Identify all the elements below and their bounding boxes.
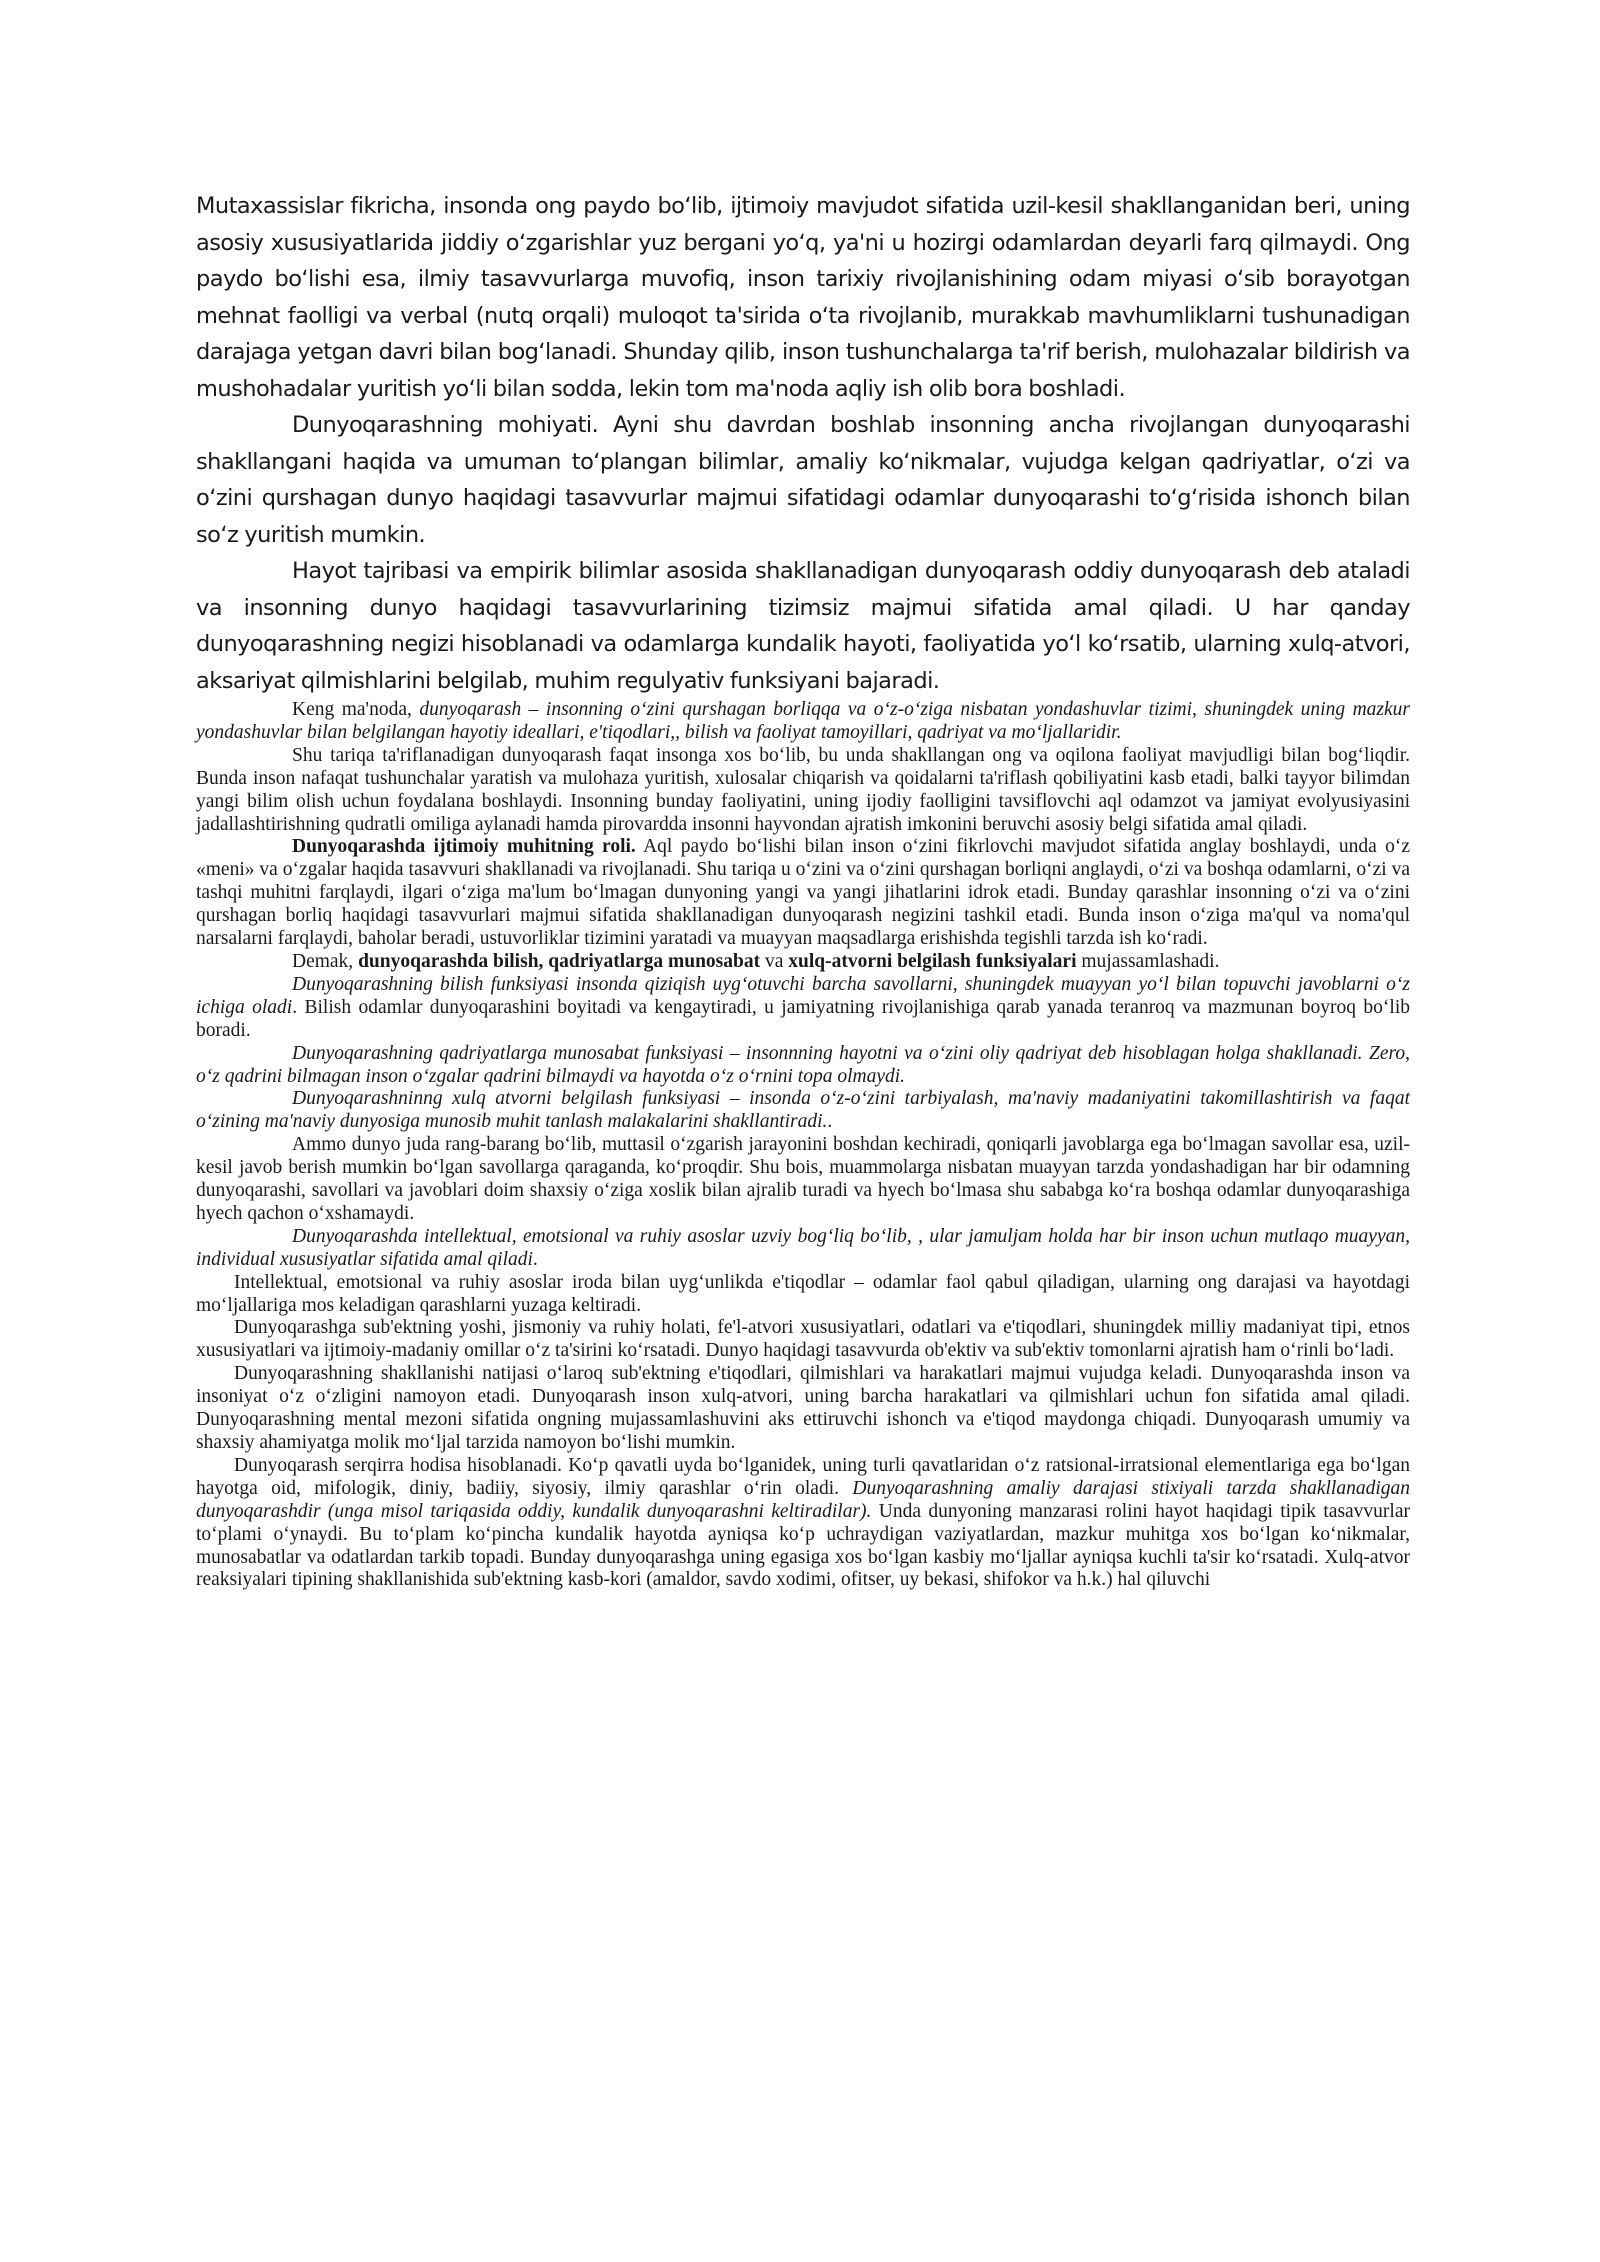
- paragraph-2-text: Dunyoqarashning mohiyati. Ayni shu davrdan boshlab insonning ancha rivojlangan dunyoqarashi shakllangani haqida va umuman toʻplangan bilimlar, amaliy koʻnikmalar, vujudga kelgan qadriyatlar, oʻzi va oʻzini qurshagan dunyo haqidagi tasavvurlar majmui sifatidagi odamlar dunyoqarashi toʻgʻrisida ishonch bilan soʻz yuritish mumkin.: [196, 412, 1410, 548]
- paragraph-13: [196, 1272, 1410, 1318]
- paragraph-14: [196, 1317, 1410, 1363]
- paragraph-16-italic: Dunyoqarashning amaliy darajasi stixiyali tarzda shakllanadigan dunyoqarashdir (unga misol tariqasida oddiy, kundalik dunyoqarashni keltiradilar).: [196, 1477, 1410, 1522]
- paragraph-2: [196, 407, 1410, 553]
- paragraph-7-bold-2: xulq-atvorni belgilash funksiyalari: [788, 950, 1077, 972]
- paragraph-9-italic: Dunyoqarashning qadriyatlarga munosabat funksiyasi – insonnning hayotni va oʻzini oliy qadriyat deb hisoblagan holga shakllanadi. Zero, oʻz qadrini bilmagan inson oʻzgalar qadrini bilmaydi va hayotda oʻz oʻrnini topa olmaydi.: [196, 1042, 1410, 1087]
- paragraph-12-italic: Dunyoqarashda intellektual, emotsional va ruhiy asoslar uzviy bogʻliq boʻlib, , ular jamuljam holda har bir inson uchun mutlaqo muayyan, individual xususiyatlar sifatida amal qiladi: [196, 1225, 1410, 1270]
- document-page: [196, 188, 1410, 1592]
- paragraph-3-text: Hayot tajribasi va empirik bilimlar asosida shakllanadigan dunyoqarash oddiy dunyoqarash deb ataladi va insonning dunyo haqidagi tasavvurlarining tizimsiz majmui sifatida amal qiladi. U har qanday dunyoqarashning negizi hisoblanadi va odamlarga kundalik hayoti, faoliyatida yoʻl koʻrsatib, ularning xulq-atvori, aksariyat qilmishlarini belgilab, muhim regulyativ funksiyani bajaradi.: [196, 558, 1410, 694]
- paragraph-13-text: Intellektual, emotsional va ruhiy asoslar iroda bilan uygʻunlikda e'tiqodlar – odamlar faol qabul qiladigan, ularning ong darajasi va hayotdagi moʻljallariga mos keladigan qarashlarni yuzaga keltiradi.: [196, 1271, 1410, 1316]
- paragraph-14-text: Dunyoqarashga sub'ektning yoshi, jismoniy va ruhiy holati, fe'l-atvori xususiyatlari, odatlari va e'tiqodlari, shuningdek milliy madaniyat tipi, etnos xususiyatlari va ijtimoiy-madaniy omillar oʻz ta'sirini koʻrsatadi. Dunyo haqidagi tasavvurda ob'ektiv va sub'ektiv tomonlarni ajratish ham oʻrinli boʻladi.: [196, 1317, 1410, 1362]
- paragraph-4-lead: Keng ma'noda,: [292, 699, 420, 720]
- paragraph-15-text: Dunyoqarashning shakllanishi natijasi oʻlaroq sub'ektning e'tiqodlari, qilmishlari va harakatlari majmui vujudga keladi. Dunyoqarashda inson va insoniyat oʻz oʻzligini namoyon etadi. Dunyoqarash inson xulq-atvori, uning barcha harakatlari va qilmishlari uchun fon sifatida amal qiladi. Dunyoqarashning mental mezoni sifatida ongning mujassamlashuvini aks ettiruvchi ishonch va e'tiqod maydonga chiqadi. Dunyoqarash umumiy va shaxsiy ahamiyatga molik moʻljal tarzida namoyon boʻlishi mumkin.: [196, 1363, 1410, 1453]
- paragraph-8-text: . Bilish odamlar dunyoqarashini boyitadi va kengaytiradi, u jamiyatning rivojlanishiga qarab yanada teranroq va mazmunan boyroq boʻlib boradi.: [196, 996, 1410, 1041]
- paragraph-10-italic: Dunyoqarashninng xulq atvorni belgilash funksiyasi – insonda oʻz-oʻzini tarbiyalash, ma'naviy madaniyatini takomillashtirish va faqat oʻzining ma'naviy dunyosiga munosib muhit tanlash malakalarini shakllantiradi.: [196, 1088, 1410, 1133]
- paragraph-12: [196, 1226, 1410, 1272]
- paragraph-6: [196, 836, 1410, 951]
- paragraph-5-text: Shu tariqa ta'riflanadigan dunyoqarash faqat insonga xos boʻlib, bu unda shakllangan ong va oqilona faoliyat mavjudligi bilan bogʻliqdir. Bunda inson nafaqat tushunchalar yaratish va mulohaza yuritish, xulosalar chiqarish va qoidalarni ta'riflash qobiliyatini kasb etadi, balki tayyor bilimdan yangi bilim olish uchun foydalana boshlaydi. Insonning bunday faoliyatini, uning ijodiy faolligini tavsiflovchi aql odamzot va jamiyat evolyusiyasini jadallashtirishning qudratli omiliga aylanadi hamda pirovardda insonni hayvondan ajratish imkonini beruvchi asosiy belgi sifatida amal qiladi.: [196, 744, 1410, 835]
- paragraph-6-heading: Dunyoqarashda ijtimoiy muhitning roli.: [292, 836, 636, 858]
- paragraph-4: [196, 699, 1410, 745]
- paragraph-7-e: mujassamlashadi.: [1076, 950, 1220, 972]
- paragraph-16-a: Dunyoqarash serqirra hodisa hisoblanadi. Koʻp qavatli uyda boʻlganidek, uning turli qavatlaridan oʻz ratsional-irratsional elementlariga ega boʻlgan hayotga oid, mifologik, diniy, badiiy, siyosiy, ilmiy qarashlar oʻrin oladi.: [196, 1454, 1410, 1499]
- paragraph-16-b: Unda dunyoning manzarasi rolini hayot haqidagi tipik tasavvurlar toʻplami oʻynaydi. Bu toʻplam koʻpincha kundalik hayotda ayniqsa koʻp uchraydigan vaziyatlardan, mazkur muhitga xos boʻlgan koʻnikmalar, munosabatlar va odatlardan tarkib topadi. Bunday dunyoqarashga uning egasiga xos boʻlgan kasbiy moʻljallar ayniqsa kuchli ta'sir koʻrsatadi. Xulq-atvor reaksiyalari tipining shakllanishida sub'ektning kasb-kori (amaldor, savdo xodimi, ofitser, uy bekasi, shifokor va h.k.) hal qiluvchi: [196, 1500, 1410, 1591]
- paragraph-6-text: Aql paydo boʻlishi bilan inson oʻzini fikrlovchi mavjudot sifatida anglay boshlaydi, unda oʻz «meni» va oʻzgalar haqida tasavvuri shakllanadi va rivojlanadi. Shu tariqa u oʻzini va oʻzini qurshagan borliqni anglaydi, oʻzi va boshqa odamlarni, oʻzi va tashqi muhitni farqlaydi, ilgari oʻziga ma'lum boʻlmagan dunyoning yangi va yangi jihatlarini idrok etadi. Bunday qarashlar insonning oʻzi va oʻzini qurshagan borliq haqidagi tasavvurlari majmui sifatida shakllanadigan dunyoqarash negizini tashkil etadi. Bunda inson oʻziga ma'qul va noma'qul narsalarni farqlaydi, baholar beradi, ustuvorliklar tizimini yaratadi va muayyan maqsadlarga erishishda tegishli tarzda ish koʻradi.: [196, 836, 1410, 950]
- paragraph-12-text: .: [532, 1248, 538, 1270]
- paragraph-3: [196, 553, 1410, 699]
- paragraph-10: [196, 1088, 1410, 1134]
- paragraph-7-bold-1: dunyoqarashda bilish, qadriyatlarga munosabat: [358, 950, 761, 972]
- paragraph-7: [196, 951, 1410, 974]
- paragraph-8: [196, 974, 1410, 1043]
- paragraph-11-text: Ammo dunyo juda rang-barang boʻlib, muttasil oʻzgarish jarayonini boshdan kechiradi, qoniqarli javoblarga ega boʻlmagan savollar esa, uzil-kesil javob berish mumkin boʻlgan savollarga qaraganda, koʻproqdir. Shu bois, muammolarga nisbatan muayyan tarzda yondashadigan har bir odamning dunyoqarashi, savollari va javoblari doim shaxsiy oʻziga xoslik bilan ajralib turadi va hyech boʻlmasa shu sababga koʻra boshqa odamlar dunyoqarashiga hyech qachon oʻxshamaydi.: [196, 1134, 1410, 1224]
- paragraph-7-a: Demak,: [292, 950, 359, 972]
- paragraph-9: [196, 1043, 1410, 1089]
- paragraph-1-text: Mutaxassislar fikricha, insonda ong paydo boʻlib, ijtimoiy mavjudot sifatida uzil-kesil shakllanganidan beri, uning asosiy xususiyatlarida jiddiy oʻzgarishlar yuz bergani yoʻq, ya'ni u hozirgi odamlardan deyarli farq qilmaydi. Ong paydo boʻlishi esa, ilmiy tasavvurlarga muvofiq, inson tarixiy rivojlanishining odam miyasi oʻsib borayotgan mehnat faolligi va verbal (nutq orqali) muloqot ta'sirida oʻta rivojlanib, murakkab mavhumliklarni tushunadigan darajaga yetgan davri bilan bogʻlanadi. Shunday qilib, inson tushunchalarga ta'rif berish, mulohazalar bildirish va mushohadalar yuritish yoʻli bilan sodda, lekin tom ma'noda aqliy ish olib bora boshladi.: [196, 193, 1410, 402]
- paragraph-1: [196, 188, 1410, 407]
- paragraph-10-text: .: [827, 1111, 833, 1133]
- paragraph-15: [196, 1363, 1410, 1455]
- paragraph-4-definition: dunyoqarash – insonning oʻzini qurshagan borliqqa va oʻz-oʻziga nisbatan yondashuvlar tizimi, shuningdek uning mazkur yondashuvlar bilan belgilangan hayotiy ideallari, e'tiqodlari,, bilish va faoliyat tamoyillari, qadriyat va moʻljallaridir.: [196, 699, 1411, 743]
- paragraph-5: [196, 745, 1410, 837]
- paragraph-11: [196, 1134, 1410, 1226]
- paragraph-8-italic: Dunyoqarashning bilish funksiyasi insonda qiziqish uygʻotuvchi barcha savollarni, shuningdek muayyan yoʻl bilan topuvchi javoblarni oʻz ichiga oladi: [196, 973, 1410, 1018]
- paragraph-7-c: va: [760, 950, 789, 972]
- paragraph-16: [196, 1455, 1410, 1592]
